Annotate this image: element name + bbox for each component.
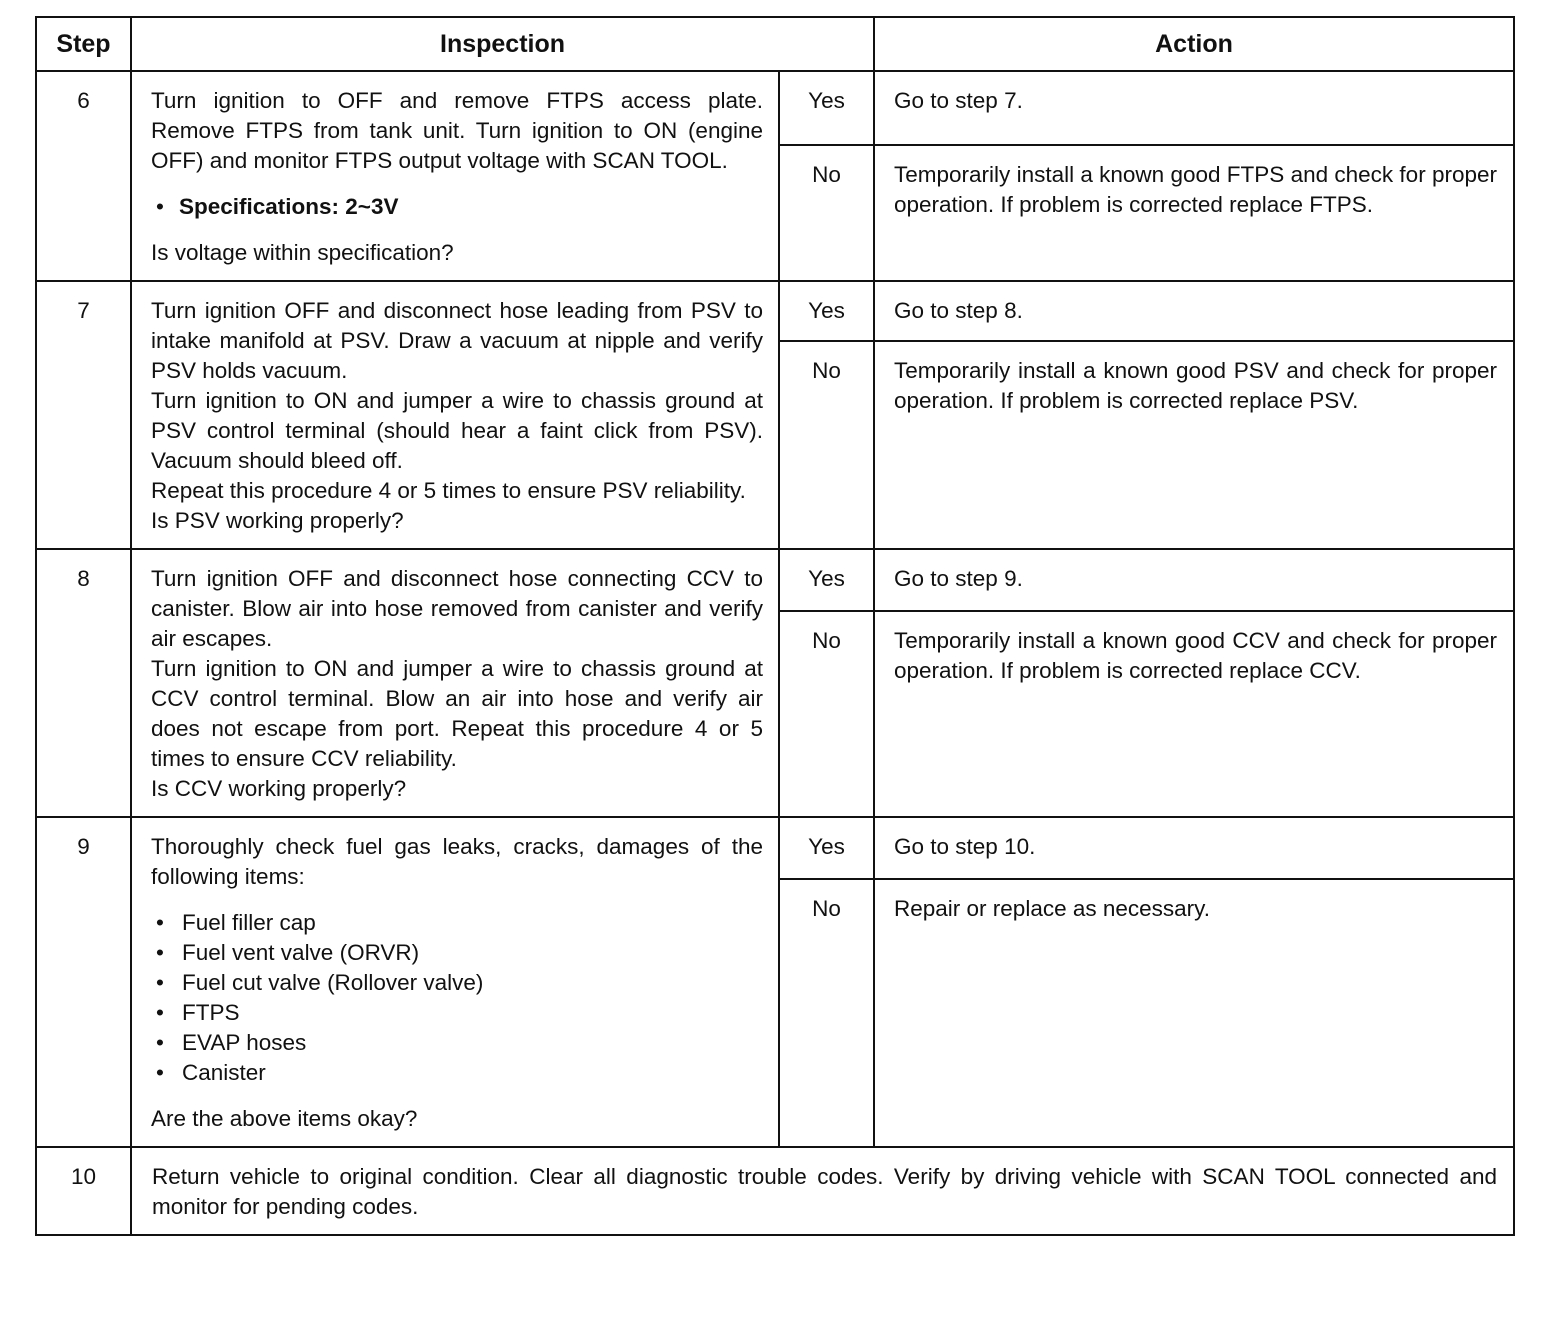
specification-text: Specifications: 2~3V	[179, 194, 399, 219]
table-row	[36, 71, 1514, 145]
list-item-text: FTPS	[182, 1000, 240, 1025]
list-item-text: Fuel cut valve (Rollover valve)	[182, 970, 484, 995]
diagnostic-procedure-table-wrapper	[35, 16, 1513, 1236]
no-label: No	[779, 145, 874, 281]
inspection-question: Is voltage within specification?	[151, 240, 454, 265]
inspection-cell	[131, 817, 779, 1147]
inspection-question: Are the above items okay?	[151, 1106, 418, 1131]
bullet-icon: •	[156, 940, 164, 965]
no-action: Repair or replace as necessary.	[874, 879, 1514, 1147]
table-row	[36, 281, 1514, 341]
inspection-line: Turn ignition OFF and disconnect hose connecting CCV to canister. Blow air into hose removed from canister and verify air escapes.	[151, 566, 763, 651]
list-item-text: Fuel vent valve (ORVR)	[182, 940, 420, 965]
no-label: No	[779, 341, 874, 549]
list-item	[151, 968, 763, 998]
list-item	[151, 938, 763, 968]
step-number: 10	[36, 1147, 131, 1235]
list-item	[151, 1028, 763, 1058]
table-row	[36, 549, 1514, 611]
inspection-text: Turn ignition to OFF and remove FTPS access plate. Remove FTPS from tank unit. Turn ignition to ON (engine OFF) and monitor FTPS output voltage with SCAN TOOL.	[151, 88, 763, 173]
yes-action: Go to step 8.	[874, 281, 1514, 341]
inspection-text: Thoroughly check fuel gas leaks, cracks, damages of the following items:	[151, 834, 763, 889]
no-action: Temporarily install a known good PSV and check for proper operation. If problem is corrected replace PSV.	[874, 341, 1514, 549]
bullet-icon: •	[156, 1030, 164, 1055]
bullet-icon: •	[156, 970, 164, 995]
diagnostic-procedure-table	[35, 16, 1515, 1236]
step-number: 9	[36, 817, 131, 1147]
no-label: No	[779, 611, 874, 817]
yes-label: Yes	[779, 817, 874, 879]
step-number: 7	[36, 281, 131, 549]
yes-label: Yes	[779, 549, 874, 611]
inspection-cell	[131, 281, 779, 549]
inspection-cell	[131, 549, 779, 817]
inspection-question: Is PSV working properly?	[151, 508, 404, 533]
inspection-cell	[131, 71, 779, 281]
bullet-icon: •	[156, 910, 164, 935]
yes-label: Yes	[779, 71, 874, 145]
bullet-icon: •	[156, 194, 164, 219]
step-number: 6	[36, 71, 131, 281]
no-action: Temporarily install a known good FTPS and check for proper operation. If problem is corrected replace FTPS.	[874, 145, 1514, 281]
list-item	[151, 998, 763, 1028]
header-row	[36, 17, 1514, 71]
check-items-list	[151, 908, 763, 1088]
yes-action: Go to step 10.	[874, 817, 1514, 879]
yes-action: Go to step 7.	[874, 71, 1514, 145]
no-label: No	[779, 879, 874, 1147]
final-instruction: Return vehicle to original condition. Clear all diagnostic trouble codes. Verify by driving vehicle with SCAN TOOL connected and monitor for pending codes.	[131, 1147, 1514, 1235]
header-step: Step	[36, 17, 131, 71]
table-row	[36, 817, 1514, 879]
header-inspection: Inspection	[131, 17, 874, 71]
list-item	[151, 908, 763, 938]
step-number: 8	[36, 549, 131, 817]
inspection-line: Turn ignition to ON and jumper a wire to chassis ground at PSV control terminal (should hear a faint click from PSV). Vacuum should bleed off.	[151, 388, 763, 473]
header-action: Action	[874, 17, 1514, 71]
inspection-line: Turn ignition OFF and disconnect hose leading from PSV to intake manifold at PSV. Draw a vacuum at nipple and verify PSV holds vacuum.	[151, 298, 763, 383]
list-item	[151, 1058, 763, 1088]
inspection-question: Is CCV working properly?	[151, 776, 407, 801]
list-item-text: Fuel filler cap	[182, 910, 316, 935]
bullet-icon: •	[156, 1060, 164, 1085]
bullet-icon: •	[156, 1000, 164, 1025]
specification-bullet	[151, 192, 763, 222]
yes-label: Yes	[779, 281, 874, 341]
yes-action: Go to step 9.	[874, 549, 1514, 611]
inspection-line: Repeat this procedure 4 or 5 times to ensure PSV reliability.	[151, 478, 746, 503]
no-action: Temporarily install a known good CCV and check for proper operation. If problem is corrected replace CCV.	[874, 611, 1514, 817]
table-row	[36, 1147, 1514, 1235]
list-item-text: EVAP hoses	[182, 1030, 307, 1055]
inspection-line: Turn ignition to ON and jumper a wire to chassis ground at CCV control terminal. Blow an air into hose and verify air does not escape from port. Repeat this procedure 4 or 5 times to ensure CCV reliability.	[151, 656, 763, 771]
list-item-text: Canister	[182, 1060, 266, 1085]
